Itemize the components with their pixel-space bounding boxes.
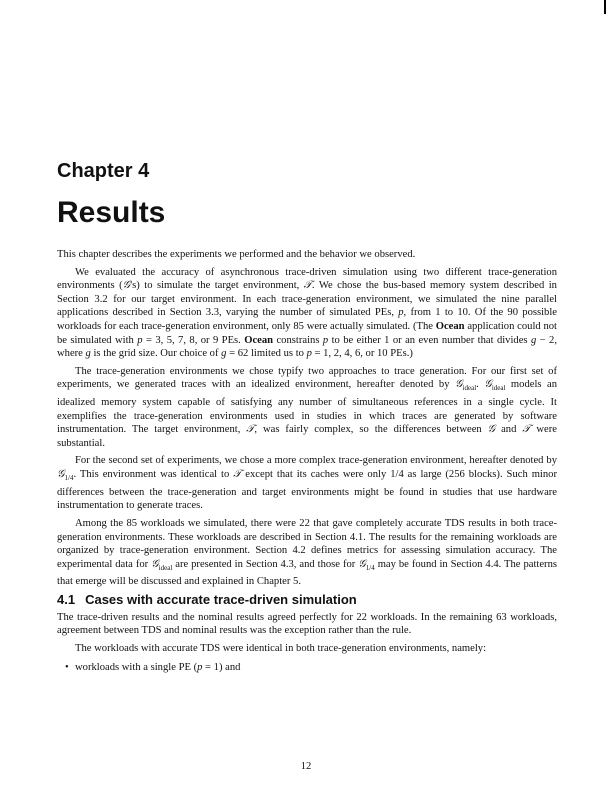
paragraph: [57, 365, 557, 451]
text-run: except that its caches were only 1/4 as large (256 blocks). Such minor differences between the trace-generation and target environments might be found in studies that use hardware instrumentation to generate traces.: [57, 469, 557, 512]
text-run: may be found in Section 4.4. The patterns that emerge will be discussed and explained in Chapter 5.: [57, 558, 557, 588]
math-symbol: p: [398, 307, 404, 319]
paragraph: [57, 266, 557, 361]
text-run: . We chose the bus-based memory system described in Section 3.2 for our target environment. In each trace-generation environment, we simulated the nine parallel applications described in Section 3.3, varying the number of simulated PEs,: [57, 280, 557, 319]
subscript: 1/4: [64, 474, 74, 483]
chapter-title: Results: [57, 196, 166, 229]
paragraph: [57, 517, 557, 589]
text-run: This chapter describes the experiments we performed and the behavior we observed.: [57, 249, 416, 260]
subscript: ideal: [158, 563, 173, 572]
text-run: = 1, 2, 4, 6, or 10 PEs.): [311, 348, 413, 360]
text-run: The workloads with accurate TDS were identical in both trace-generation environments, namely:: [75, 642, 487, 654]
math-symbol: g: [530, 334, 537, 346]
math-symbol: 𝒢: [454, 379, 463, 391]
math-symbol: 𝒢: [151, 558, 159, 570]
text-run: were substantial.: [57, 424, 557, 449]
subscript: 1/4: [365, 563, 375, 572]
text-run: application could not be simulated with: [57, 320, 558, 346]
text-run: workloads with a single PE (: [75, 662, 198, 674]
math-symbol: 𝒯: [246, 424, 255, 436]
math-symbol: p: [197, 662, 203, 674]
page-number: 12: [300, 761, 312, 772]
scan-mark: [604, 0, 606, 14]
math-symbol: 𝒢: [122, 280, 131, 292]
math-symbol: 𝒢: [484, 379, 492, 391]
math-symbol: 𝒢: [358, 558, 366, 570]
math-symbol: g: [221, 348, 227, 360]
chapter-label: Chapter 4: [57, 160, 150, 182]
math-symbol: 𝒯: [522, 424, 531, 436]
bullet-item: [75, 661, 557, 675]
text-run: = 1) and: [202, 662, 241, 674]
section-heading: [57, 593, 557, 607]
section-number: 4.1: [57, 591, 76, 607]
text-run: and: [495, 424, 523, 436]
math-symbol: 𝒢: [57, 469, 65, 481]
text-run: , from 1 to 10. Of the 90 possible workloads for each trace-generation environment, only 85 were actually simulated. (The: [57, 307, 557, 332]
math-symbol: p: [137, 334, 143, 346]
paragraph: [57, 642, 557, 656]
bold-term: Ocean: [435, 320, 465, 332]
text-run: − 2, where: [57, 334, 558, 360]
text-run: For the second set of experiments, we chose a more complex trace-generation environment, hereafter denoted by: [75, 455, 557, 467]
text-run: 's) to simulate the target environment,: [130, 280, 304, 292]
paragraph: [57, 611, 557, 638]
text-run: are presented in Section 4.3, and those for: [172, 558, 359, 570]
text-run: The trace-generation environments we chose typify two approaches to trace generation. For our first set of experiments, we generated traces with an idealized environment, hereafter denoted by: [57, 365, 557, 391]
math-symbol: 𝒯: [303, 280, 312, 292]
text-run: Among the 85 workloads we simulated, there were 22 that gave completely accurate TDS results in both trace-generation environments. These workloads are described in Section 4.1. The results for the remaining workloads are organized by trace-generation environment. Section 4.2 defines metrics for assessing simulation accuracy. The experimental data for: [57, 517, 557, 570]
body-text: [57, 248, 557, 675]
text-run: models an idealized memory system capable of satisfying any number of simultaneous references in a single cycle. It exemplifies the trace-generation environments used in studies in which traces are generated by software instrumentation. The target environment,: [57, 379, 558, 436]
math-symbol: g: [85, 348, 91, 360]
math-symbol: 𝒯: [233, 469, 242, 481]
math-symbol: 𝒢: [487, 424, 496, 436]
text-run: = 3, 5, 7, 8, or 9 PEs.: [142, 334, 245, 346]
subscript: ideal: [491, 384, 506, 393]
math-symbol: p: [306, 348, 312, 360]
subscript: ideal: [462, 384, 477, 393]
bold-term: Ocean: [244, 334, 274, 346]
text-run: to be either 1 or an even number that divides: [328, 334, 531, 346]
text-run: , was fairly complex, so the differences between: [254, 424, 488, 436]
section-paragraphs: [57, 611, 557, 656]
section-title: Cases with accurate trace-driven simulation: [85, 591, 357, 607]
text-run: is the grid size. Our choice of: [90, 348, 222, 360]
text-run: .: [476, 379, 485, 391]
text-run: = 62 limited us to: [226, 348, 307, 360]
bullet-list: [57, 661, 557, 675]
math-symbol: p: [322, 334, 329, 346]
text-run: The trace-driven results and the nominal results agreed perfectly for 22 workloads. In the remaining 63 workloads, agreement between TDS and nominal results was the exception rather than the rule.: [57, 611, 557, 637]
text-run: constrains: [273, 334, 323, 346]
text-run: We evaluated the accuracy of asynchronous trace-driven simulation using two different trace-generation environments (: [57, 266, 557, 292]
intro-paragraphs: [57, 248, 557, 589]
paragraph: [57, 454, 557, 512]
text-run: . This environment was identical to: [73, 469, 234, 481]
paragraph: [57, 248, 557, 262]
